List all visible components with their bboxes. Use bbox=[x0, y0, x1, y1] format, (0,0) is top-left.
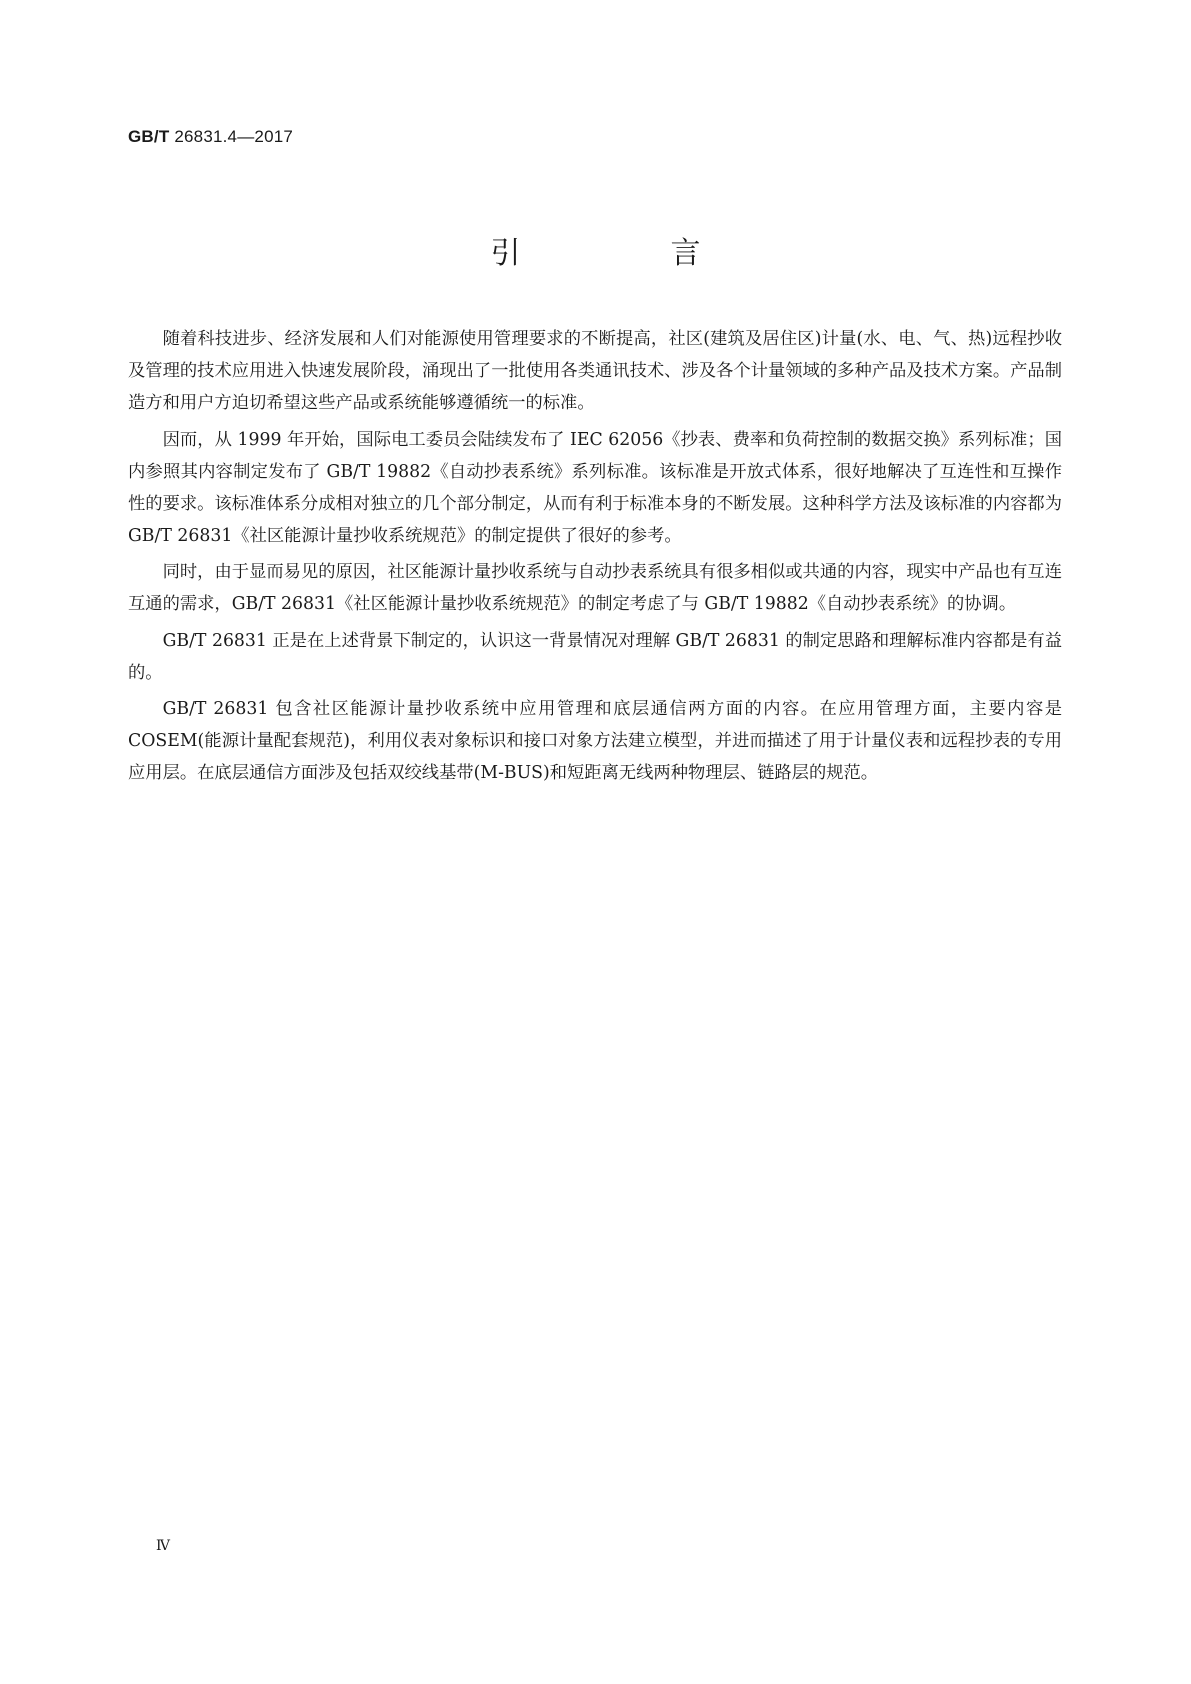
standard-code: GB/T bbox=[128, 127, 170, 146]
standard-number bbox=[128, 127, 293, 147]
paragraph: GB/T 26831 正是在上述背景下制定的，认识这一背景情况对理解 GB/T 26831 的制定思路和理解标准内容都是有益的。 bbox=[128, 630, 1062, 683]
page-number: Ⅳ bbox=[156, 1538, 170, 1554]
body-text bbox=[128, 323, 1062, 794]
paragraph: 随着科技进步、经济发展和人们对能源使用管理要求的不断提高，社区(建筑及居住区)计量(水、电、气、热)远程抄收及管理的技术应用进入快速发展阶段，涌现出了一批使用各类通讯技术、涉及各个计量领域的多种产品及技术方案。产品制造方和用户方迫切希望这些产品或系统能够遵循统一的标准。 bbox=[128, 329, 1062, 413]
standard-number-value: 26831.4—2017 bbox=[174, 127, 294, 146]
section-title: 引 言 bbox=[490, 236, 761, 271]
paragraph: 同时，由于显而易见的原因，社区能源计量抄收系统与自动抄表系统具有很多相似或共通的内容，现实中产品也有互连互通的需求，GB/T 26831《社区能源计量抄收系统规范》的制定考虑了与 GB/T 19882《自动抄表系统》的协调。 bbox=[128, 562, 1062, 614]
paragraph: GB/T 26831 包含社区能源计量抄收系统中应用管理和底层通信两方面的内容。在应用管理方面，主要内容是 COSEM(能源计量配套规范)，利用仪表对象标识和接口对象方法建立模型，并进而描述了用于计量仪表和远程抄表的专用应用层。在底层通信方面涉及包括双绞线基带(M-BUS)和短距离无线两种物理层、链路层的规范。 bbox=[128, 699, 1062, 783]
paragraph: 因而，从 1999 年开始，国际电工委员会陆续发布了 IEC 62056《抄表、费率和负荷控制的数据交换》系列标准；国内参照其内容制定发布了 GB/T 19882《自动抄表系统》系列标准。该标准是开放式体系，很好地解决了互连性和互操作性的要求。该标准体系分成相对独立的几个部分制定，从而有利于标准本身的不断发展。这种科学方法及该标准的内容都为 GB/T 26831《社区能源计量抄收系统规范》的制定提供了很好的参考。 bbox=[128, 429, 1062, 546]
